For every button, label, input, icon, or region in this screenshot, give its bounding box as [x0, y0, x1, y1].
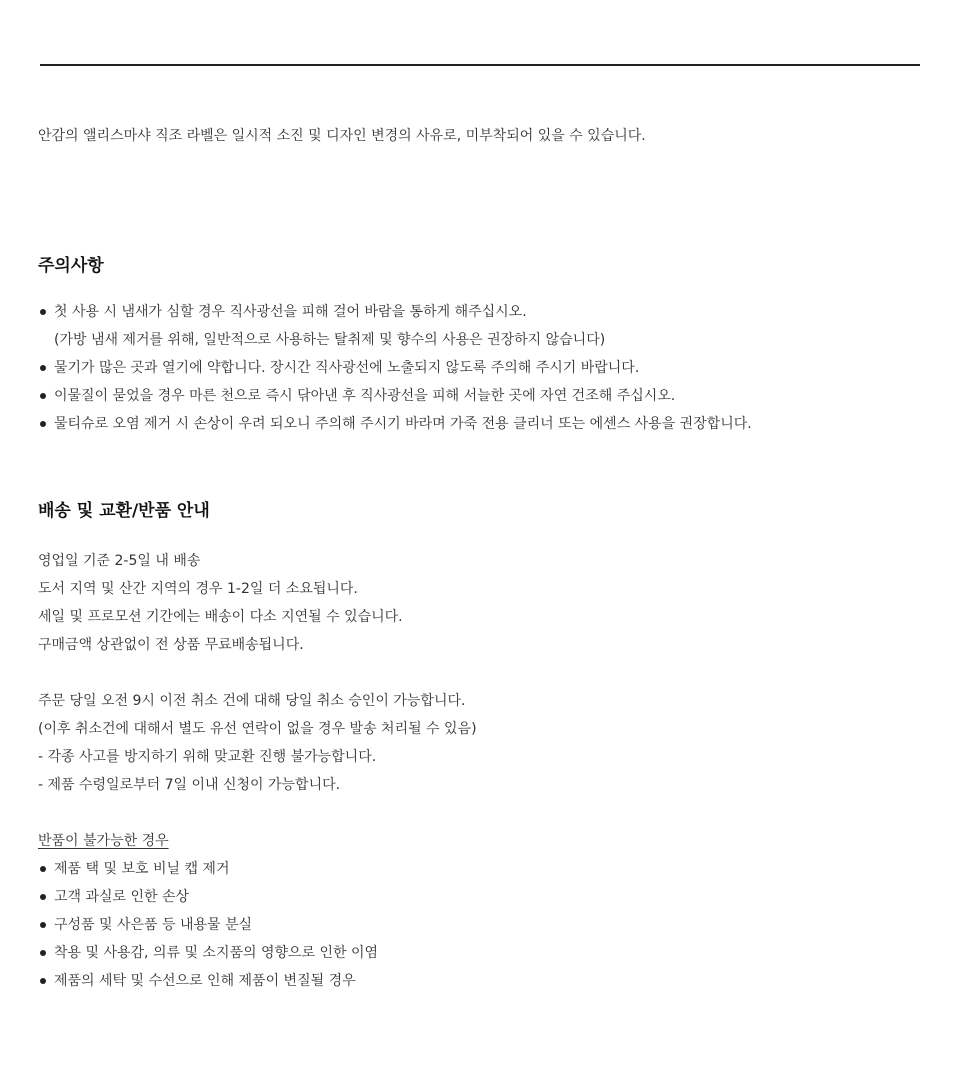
no-return-item-text: 구성품 및 사은품 등 내용물 분실 [54, 917, 253, 933]
delivery-line: 도서 지역 및 산간 지역의 경우 1-2일 더 소요됩니다. [38, 581, 358, 597]
delivery-info [38, 547, 403, 659]
caution-item-text: 물티슈로 오염 제거 시 손상이 우려 되오니 주의해 주시기 바라며 가죽 전용 클리너 또는 에센스 사용을 권장합니다. [54, 416, 752, 432]
caution-item-text: 물기가 많은 곳과 열기에 약합니다. 장시간 직사광선에 노출되지 않도록 주의해 주시기 바랍니다. [54, 360, 640, 376]
caution-note: (가방 냄새 제거를 위해, 일반적으로 사용하는 탈취제 및 향수의 사용은 권장하지 않습니다) [54, 332, 606, 348]
delivery-line: 구매금액 상관없이 전 상품 무료배송됩니다. [38, 637, 304, 653]
no-return-item-text: 고객 과실로 인한 손상 [54, 889, 190, 905]
caution-item [38, 382, 752, 410]
cancel-line: - 제품 수령일로부터 7일 이내 신청이 가능합니다. [38, 777, 341, 793]
bullet-dot-icon [40, 365, 46, 371]
bullet-dot-icon [40, 922, 46, 928]
caution-item [38, 354, 752, 382]
delivery-line: 영업일 기준 2-5일 내 배송 [38, 553, 201, 569]
no-return-item [38, 911, 378, 939]
no-return-item-text: 제품 택 및 보호 비닐 캡 제거 [54, 861, 230, 877]
caution-item-text: 첫 사용 시 냄새가 심할 경우 직사광선을 피해 걸어 바람을 통하게 해주십시오. [54, 304, 527, 320]
bullet-dot-icon [40, 866, 46, 872]
no-return-item [38, 939, 378, 967]
caution-list [38, 298, 752, 438]
no-return-item [38, 883, 378, 911]
cancel-line: - 각종 사고를 방지하기 위해 맞교환 진행 불가능합니다. [38, 749, 377, 765]
no-return-item-text: 제품의 세탁 및 수선으로 인해 제품이 변질될 경우 [54, 973, 356, 989]
bullet-dot-icon [40, 894, 46, 900]
no-return-item-text: 착용 및 사용감, 의류 및 소지품의 영향으로 인한 이염 [54, 945, 379, 961]
bullet-dot-icon [40, 421, 46, 427]
delivery-line: 세일 및 프로모션 기간에는 배송이 다소 지연될 수 있습니다. [38, 609, 403, 625]
bullet-dot-icon [40, 393, 46, 399]
caution-item [38, 410, 752, 438]
cancel-line: 주문 당일 오전 9시 이전 취소 건에 대해 당일 취소 승인이 가능합니다. [38, 693, 466, 709]
cancel-line: (이후 취소건에 대해서 별도 유선 연락이 없을 경우 발송 처리될 수 있음) [38, 721, 477, 737]
bullet-dot-icon [40, 950, 46, 956]
no-return-item [38, 855, 378, 883]
caution-item-text: 이물질이 묻었을 경우 마른 천으로 즉시 닦아낸 후 직사광선을 피해 서늘한 곳에 자연 건조해 주십시오. [54, 388, 676, 404]
shipping-title: 배송 및 교환/반품 안내 [38, 501, 210, 521]
top-divider [40, 64, 920, 66]
no-return-item [38, 967, 378, 995]
no-return-section [38, 827, 378, 995]
caution-item [38, 298, 752, 326]
label-notice: 안감의 앨리스마샤 직조 라벨은 일시적 소진 및 디자인 변경의 사유로, 미부착되어 있을 수 있습니다. [38, 128, 646, 144]
cancel-info [38, 687, 477, 799]
bullet-dot-icon [40, 978, 46, 984]
no-return-title: 반품이 불가능한 경우 [38, 833, 169, 849]
caution-title: 주의사항 [38, 256, 104, 276]
bullet-dot-icon [40, 309, 46, 315]
